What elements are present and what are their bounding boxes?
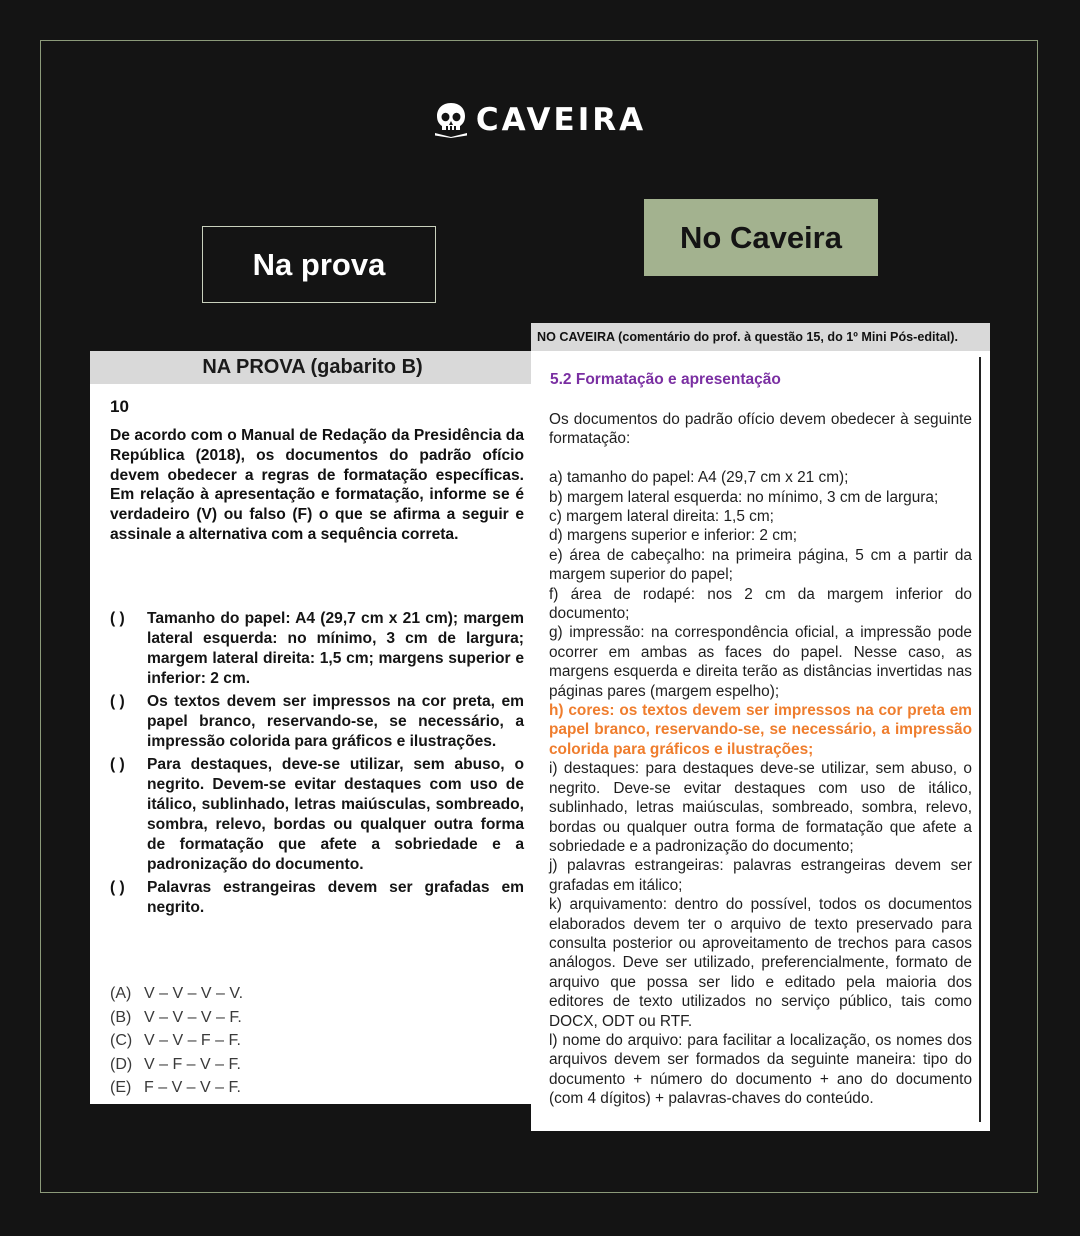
statement-item — [110, 609, 524, 689]
option-letter: (B) — [110, 1008, 132, 1026]
comment-card-header: NO CAVEIRA (comentário do prof. à questão 15, do 1º Mini Pós-edital). — [531, 323, 990, 351]
statement-text: Os textos devem ser impressos na cor preta, em papel branco, reservando-se, se necessário, a impressão colorida para gráficos e ilustrações. — [147, 693, 524, 750]
question-number: 10 — [110, 397, 129, 416]
statement-text: Para destaques, deve-se utilizar, sem abuso, o negrito. Devem-se evitar destaques com uso de itálico, sublinhado, letras maiúsculas, sombreado, sombra, relevo, bordas ou qualquer outra forma de formatação que afete a sobriedade e a padronização do documento. — [147, 756, 524, 873]
option-letter: (A) — [110, 985, 132, 1002]
statement-item — [110, 878, 524, 918]
statement-mark: ( ) — [110, 610, 125, 627]
option-letter: (E) — [110, 1079, 132, 1096]
rule-line-e: e) área de cabeçalho: na primeira página, 5 cm a partir da margem superior do papel; — [549, 546, 972, 584]
statement-text: Tamanho do papel: A4 (29,7 cm x 21 cm); margem lateral esquerda: no mínimo, 3 cm de largura; margem lateral direita: 1,5 cm; margens superior e inferior: 2 cm. — [147, 610, 524, 687]
rule-line-f: f) área de rodapé: nos 2 cm da margem inferior do documento; — [549, 585, 972, 623]
option-text: V – V – F – F. — [144, 1032, 241, 1049]
label-na-prova: Na prova — [202, 226, 436, 303]
brand — [0, 98, 1080, 142]
statement-item — [110, 692, 524, 752]
rule-line-j: j) palavras estrangeiras: palavras estrangeiras devem ser grafadas em itálico; — [549, 857, 972, 894]
label-no-caveira: No Caveira — [644, 199, 878, 276]
statement-text: Palavras estrangeiras devem ser grafadas em negrito. — [147, 879, 524, 916]
rule-line-i: i) destaques: para destaques deve-se utilizar, sem abuso, o negrito. Deve-se evitar destaques com uso de itálico, sublinhado, letras maiúsculas, sombreado, sombra, relevo, bordas ou qualquer outra forma de formatação que afete a sobriedade e a padronização do documento; — [549, 760, 972, 855]
option-text: V – V – V – V. — [144, 985, 244, 1002]
rule-line-g: g) impressão: na correspondência oficial, a impressão pode ocorrer em ambas as faces do papel. Nesse caso, as margens esquerda e direita terão as distâncias invertidas nas páginas pares (margem espelho); — [549, 624, 972, 700]
exam-card-header: NA PROVA (gabarito B) — [90, 351, 535, 384]
answer-option — [110, 1076, 243, 1100]
answer-option — [110, 1029, 243, 1053]
answer-option — [110, 1006, 243, 1030]
option-text: V – V – V – F. — [144, 1008, 242, 1026]
exam-question-card — [90, 351, 535, 1104]
spacer — [549, 449, 972, 468]
brand-name: CAVEIRA — [475, 102, 647, 138]
option-text: F – V – V – F. — [144, 1079, 241, 1096]
intro-paragraph: Os documentos do padrão ofício devem obedecer à seguinte formatação: — [549, 411, 972, 448]
section-title: 5.2 Formatação e apresentação — [550, 371, 781, 388]
answer-option — [110, 982, 243, 1006]
statement-item — [110, 755, 524, 875]
statement-list — [110, 609, 524, 921]
rule-line-b: b) margem lateral esquerda: no mínimo, 3 cm de largura; — [549, 488, 939, 506]
rule-line-c: c) margem lateral direita: 1,5 cm; — [549, 508, 774, 526]
option-letter: (D) — [110, 1055, 133, 1073]
answer-option — [110, 1053, 243, 1077]
question-stem: De acordo com o Manual de Redação da Presidência da República (2018), os documentos do padrão ofício devem obedecer a regras de formatação específicas. Em relação à apresentação e formatação, informe se é verdadeiro (V) ou falso (F) o que se afirma a seguir e assinale a alternativa com a sequência correta. — [110, 427, 524, 543]
rule-line-d: d) margens superior e inferior: 2 cm; — [549, 527, 798, 545]
statement-mark: ( ) — [110, 693, 125, 710]
rule-line-k: k) arquivamento: dentro do possível, todos os documentos elaborados devem ter o arquivo de texto preservado para consulta posterior ou aproveitamento de trechos para casos análogos. Deve ser utilizado, preferencialmente, formato de arquivo que possa ser lido e editado pela maioria dos editores de texto utilizados no serviço público, tais como DOCX, ODT ou RTF. — [549, 896, 972, 1030]
margin-rule — [979, 357, 981, 1122]
statement-mark: ( ) — [110, 879, 125, 896]
answer-options — [110, 982, 243, 1100]
option-text: V – F – V – F. — [144, 1055, 241, 1073]
rule-line-a: a) tamanho do papel: A4 (29,7 cm x 21 cm); — [549, 469, 849, 487]
rule-line-h-highlight: h) cores: os textos devem ser impressos na cor preta em papel branco, reservando-se, se necessário, a impressão colorida para gráficos e ilustrações; — [549, 702, 972, 758]
option-letter: (C) — [110, 1032, 133, 1049]
skull-icon — [434, 102, 468, 138]
comment-body — [549, 410, 972, 1109]
statement-mark: ( ) — [110, 756, 125, 773]
rule-line-l: l) nome do arquivo: para facilitar a localização, os nomes dos arquivos devem ser formados da seguinte maneira: tipo do documento + número do documento + ano do documento (com 4 dígitos) + palavras-chaves do conteúdo. — [549, 1031, 972, 1108]
